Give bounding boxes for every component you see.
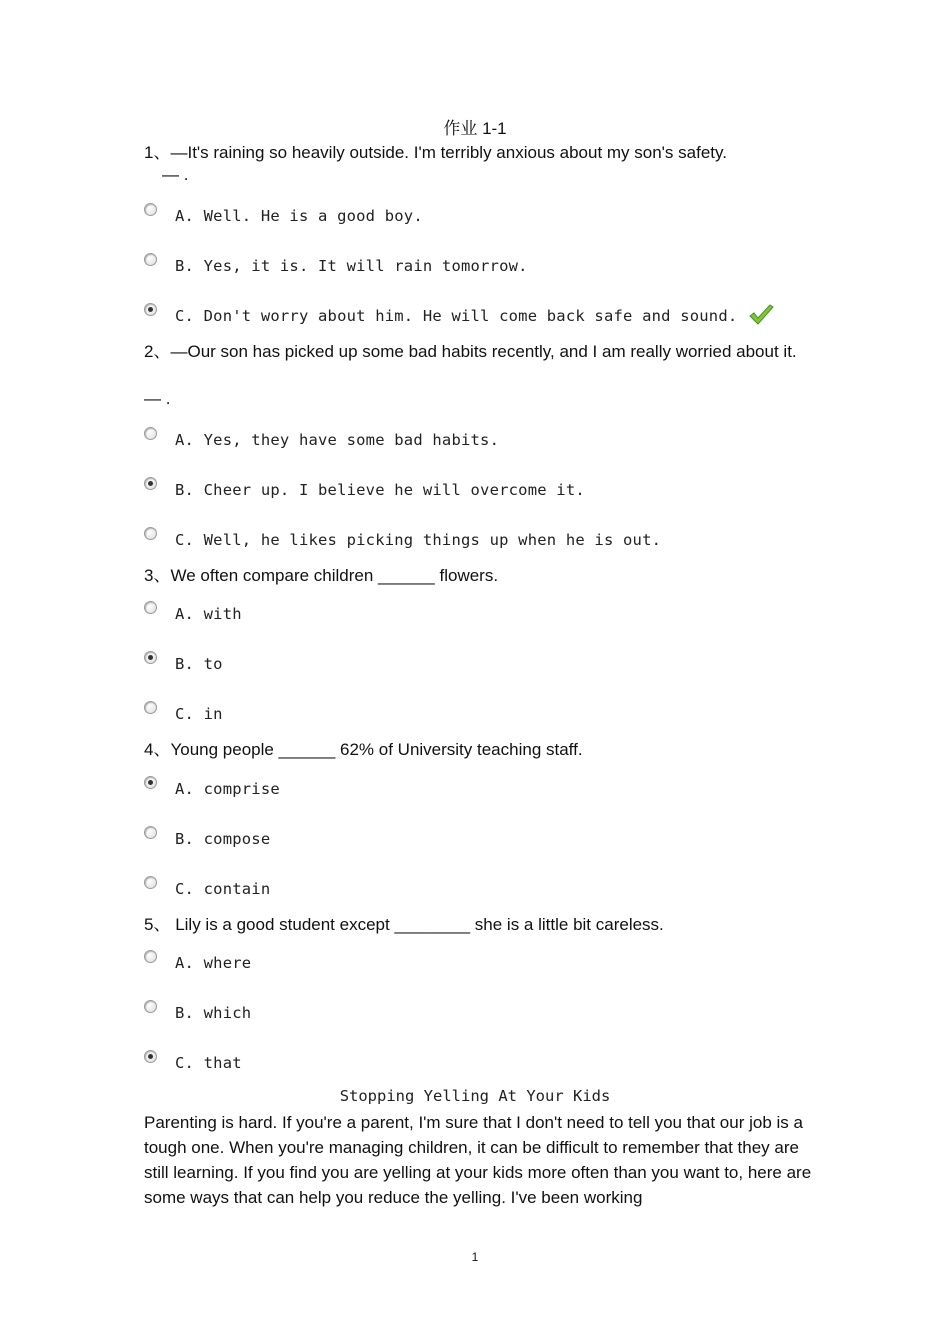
- radio-button-selected[interactable]: [144, 477, 157, 490]
- option-text: Well, he likes picking things up when he is out.: [203, 531, 662, 549]
- option-text: comprise: [203, 780, 280, 798]
- option-text: Don't worry about him. He will come back safe and sound.: [203, 307, 738, 325]
- option-text: where: [203, 954, 252, 972]
- question-prompt: —It's raining so heavily outside. I'm terribly anxious about my son's safety.: [170, 143, 727, 162]
- question-number: 1、: [144, 143, 171, 162]
- question-5: [144, 912, 814, 937]
- checkmark-icon: [748, 303, 774, 327]
- option-text: which: [203, 1004, 252, 1022]
- radio-button[interactable]: [144, 701, 157, 714]
- option-text: contain: [203, 880, 271, 898]
- option-text: compose: [203, 830, 271, 848]
- question-prompt: Young people ______ 62% of University teaching staff.: [170, 740, 583, 759]
- radio-button[interactable]: [144, 950, 157, 963]
- option-label: B.: [175, 830, 195, 848]
- passage-title: Stopping Yelling At Your Kids: [339, 1087, 611, 1105]
- question-number: 4、: [144, 740, 171, 759]
- radio-button[interactable]: [144, 826, 157, 839]
- option-label: C.: [175, 531, 195, 549]
- option-label: C.: [175, 1054, 195, 1072]
- question-prompt: Lily is a good student except ________ she is a little bit careless.: [170, 915, 664, 934]
- option-text: with: [203, 605, 242, 623]
- radio-button[interactable]: [144, 253, 157, 266]
- response-blank: — .: [144, 389, 171, 408]
- question-3: [144, 563, 814, 588]
- radio-button[interactable]: [144, 1000, 157, 1013]
- option-text: Yes, they have some bad habits.: [203, 431, 500, 449]
- option-text: that: [203, 1054, 242, 1072]
- radio-button-selected[interactable]: [144, 303, 157, 316]
- option-text: in: [203, 705, 223, 723]
- option-label: A.: [175, 605, 195, 623]
- response-blank: — .: [162, 165, 189, 184]
- radio-button[interactable]: [144, 527, 157, 540]
- question-prompt: We often compare children ______ flowers.: [170, 566, 499, 585]
- option-label: A.: [175, 780, 195, 798]
- question-number: 2、: [144, 342, 171, 361]
- option-label: C.: [175, 705, 195, 723]
- question-2: [144, 339, 814, 364]
- option-text: Well. He is a good boy.: [203, 207, 423, 225]
- option-text: to: [203, 655, 223, 673]
- radio-button-selected[interactable]: [144, 651, 157, 664]
- radio-button[interactable]: [144, 203, 157, 216]
- page-number: 1: [471, 1250, 479, 1264]
- question-prompt: —Our son has picked up some bad habits recently, and I am really worried about it.: [170, 342, 797, 361]
- passage-body: Parenting is hard. If you're a parent, I'm sure that I don't need to tell you that our job is a tough one. When you're managing children, it can be difficult to remember that they are still learning. If you find you are yelling at your kids more often than you want to, here are some ways that can help you reduce the yelling. I've been working: [144, 1113, 812, 1207]
- question-number: 5、: [144, 915, 171, 934]
- option-label: A.: [175, 431, 195, 449]
- radio-button-selected[interactable]: [144, 1050, 157, 1063]
- question-number: 3、: [144, 566, 171, 585]
- radio-button-selected[interactable]: [144, 776, 157, 789]
- option-label: B.: [175, 655, 195, 673]
- option-label: B.: [175, 1004, 195, 1022]
- option-text: Cheer up. I believe he will overcome it.: [203, 481, 585, 499]
- question-1: [144, 140, 814, 165]
- option-label: B.: [175, 481, 195, 499]
- option-label: B.: [175, 257, 195, 275]
- page-title: 作业 1-1: [443, 119, 507, 138]
- option-label: C.: [175, 307, 195, 325]
- radio-button[interactable]: [144, 601, 157, 614]
- radio-button[interactable]: [144, 876, 157, 889]
- question-4: [144, 737, 814, 762]
- option-label: C.: [175, 880, 195, 898]
- option-text: Yes, it is. It will rain tomorrow.: [203, 257, 528, 275]
- option-label: A.: [175, 207, 195, 225]
- radio-button[interactable]: [144, 427, 157, 440]
- option-label: A.: [175, 954, 195, 972]
